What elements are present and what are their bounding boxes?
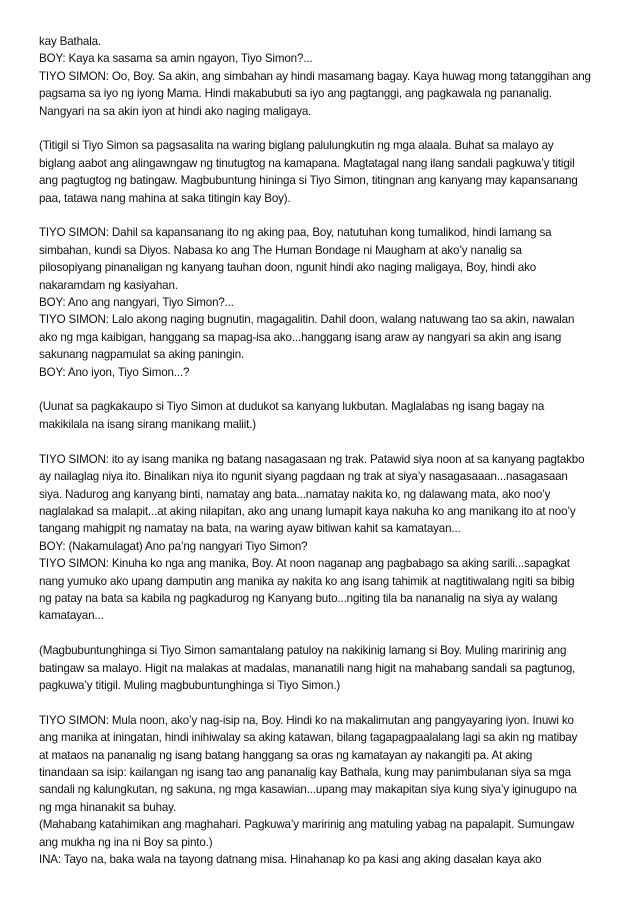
- text-line: kay Bathala.: [39, 35, 102, 48]
- text-line: ng patay na bata sa kabila ng pagkadurog ng Kanyang buto...ngiting tila ba nananalig na siya ay walang: [39, 591, 558, 605]
- text-line: BOY: Ano iyon, Tiyo Simon...?: [39, 365, 190, 379]
- text-line: BOY: Ano ang nangyari, Tiyo Simon?...: [39, 296, 234, 310]
- text-line: nang yumuko ako upang damputin ang manika ay nakita ko ang isang tahimik at nagtitiwalang ngiti sa bibig: [39, 574, 575, 588]
- text-line: TIYO SIMON: ito ay isang manika ng batang nasagasaan ng trak. Patawid siya noon at sa kanyang pagtakbo: [39, 452, 585, 466]
- text-line: siya. Nadurog ang kanyang binti, namatay ang bata...namatay nakita ko, ng dalawang mata, ako noo’y: [39, 487, 551, 501]
- text-line: INA: Tayo na, baka wala na tayong datnang misa. Hinahanap ko pa kasi ang aking dasalan kaya ako: [39, 853, 542, 866]
- script-page: [39, 33, 607, 868]
- text-line: batingaw sa malayo. Higit na malakas at madalas, mananatili nang higit na mahabang sandali sa pagtunog,: [39, 661, 576, 675]
- text-line: ng mga hinanakit sa buhay.: [39, 800, 177, 814]
- text-line: sandali ng kalungkutan, ng sakuna, ng mga kasawian...upang may makapitan siya kung siya’y iginugupo na: [39, 783, 577, 797]
- text-line: BOY: Kaya ka sasama sa amin ngayon, Tiyo Simon?...: [39, 52, 313, 66]
- paragraph: [39, 451, 607, 625]
- text-line: ay nailaglag niya ito. Binalikan niya ito ngunit siyang pagdaan ng trak at siya’y nasagasaaan...nasagasaan: [39, 470, 568, 484]
- text-line: tangang mahigpit ng namatay na bata, na waring ayaw bitiwan kahit sa kamatayan...: [39, 522, 461, 536]
- text-line: TIYO SIMON: Dahil sa kapansanang ito ng aking paa, Boy, natutuhan kong tumalikod, hindi lamang sa: [39, 226, 552, 240]
- text-line: paa, tatawa nang mahina at saka titingin kay Boy).: [39, 191, 291, 205]
- text-line: nakaramdam ng kasiyahan.: [39, 278, 178, 292]
- text-line: pagkuwa’y titigil. Muling magbubuntunghinga si Tiyo Simon.): [39, 678, 341, 692]
- text-line: (Magbubuntunghinga si Tiyo Simon samantalang patuloy na nakikinig lamang si Boy. Muling maririnig ang: [39, 644, 567, 658]
- text-line: makikilala na isang sirang manikang maliit.): [39, 417, 256, 431]
- text-line: kamatayan...: [39, 609, 104, 623]
- text-line: (Mahabang katahimikan ang maghahari. Pagkuwa’y maririnig ang matuling yabag na papalapit. Sumungaw: [39, 818, 575, 832]
- paragraph: [39, 642, 607, 694]
- text-line: ang pagtugtog ng batingaw. Magbubuntung hininga si Tiyo Simon, titingnan ang kanyang may kapansanang: [39, 174, 578, 188]
- text-line: ako ng mga kaibigan, hanggang sa mapag-isa ako...hanggang isang araw ay nangyari sa akin ang isang: [39, 330, 562, 344]
- text-line: (Uunat sa pagkakaupo si Tiyo Simon at dudukot sa kanyang lukbutan. Maglalabas ng isang bagay na: [39, 400, 545, 414]
- text-line: pilosopiyang pinanaligan ng kanyang tauhan doon, ngunit hindi ako naging maligaya, Boy, hindi ako: [39, 261, 537, 275]
- text-line: at mataos na pananalig ng isang batang hanggang sa oras ng kamatayan ay nakangiti pa. At aking: [39, 748, 533, 762]
- paragraph-gap: [39, 207, 607, 224]
- text-line: ang mukha ng ina ni Boy sa pinto.): [39, 835, 213, 849]
- paragraph-gap: [39, 433, 607, 450]
- text-line: naglalakad sa malapit...at aking nilapitan, ako ang unang lumapit kaya nakuha ko ang manikang ito at noo’y: [39, 504, 576, 518]
- text-line: TIYO SIMON: Lalo akong naging bugnutin, magagalitin. Dahil doon, walang natuwang tao sa akin, nawalan: [39, 313, 575, 327]
- paragraph: [39, 712, 607, 869]
- text-line: sakunang nagpamulat sa aking paningin.: [39, 348, 245, 362]
- text-line: (Titigil si Tiyo Simon sa pagsasalita na waring biglang palulungkutin ng mga alaala. Buhat sa malayo ay: [39, 139, 554, 153]
- paragraph: [39, 137, 607, 207]
- text-line: tinandaan sa isip: kailangan ng isang tao ang pananalig kay Bathala, kung may panimbulanan siya sa mga: [39, 765, 571, 779]
- text-line: TIYO SIMON: Oo, Boy. Sa akin, ang simbahan ay hindi masamang bagay. Kaya huwag mong tatanggihan ang: [39, 69, 591, 83]
- paragraph: [39, 224, 607, 381]
- text-line: BOY: (Nakamulagat) Ano pa’ng nangyari Tiyo Simon?: [39, 539, 308, 553]
- text-line: Nangyari na sa akin iyon at hindi ako naging maligaya.: [39, 104, 312, 118]
- paragraph: [39, 398, 607, 433]
- text-line: ang manika at iningatan, hindi inihiwalay sa aking katawan, bilang tagapagpaalalang lagi sa akin ng matibay: [39, 731, 578, 745]
- text-line: TIYO SIMON: Mula noon, ako’y nag-isip na, Boy. Hindi ko na makalimutan ang pangyayaring iyon. Inuwi ko: [39, 713, 574, 727]
- paragraph-gap: [39, 625, 607, 642]
- paragraph: [39, 33, 607, 120]
- paragraph-gap: [39, 694, 607, 711]
- text-line: biglang aabot ang alingawngaw ng tinutugtog na kamapana. Magtatagal nang ilang sandali pagkuwa’y titigil: [39, 156, 575, 170]
- text-line: simbahan, kundi sa Diyos. Nabasa ko ang The Human Bondage ni Maugham at ako’y nanalig sa: [39, 243, 522, 257]
- paragraph-gap: [39, 381, 607, 398]
- paragraph-gap: [39, 120, 607, 137]
- text-line: pagsama sa iyo ng iyong Mama. Hindi makabubuti sa iyo ang pagtanggi, ang pagkawala ng pananalig.: [39, 87, 552, 101]
- text-line: TIYO SIMON: Kinuha ko nga ang manika, Boy. At noon naganap ang pagbabago sa aking sarili...sapagkat: [39, 557, 570, 571]
